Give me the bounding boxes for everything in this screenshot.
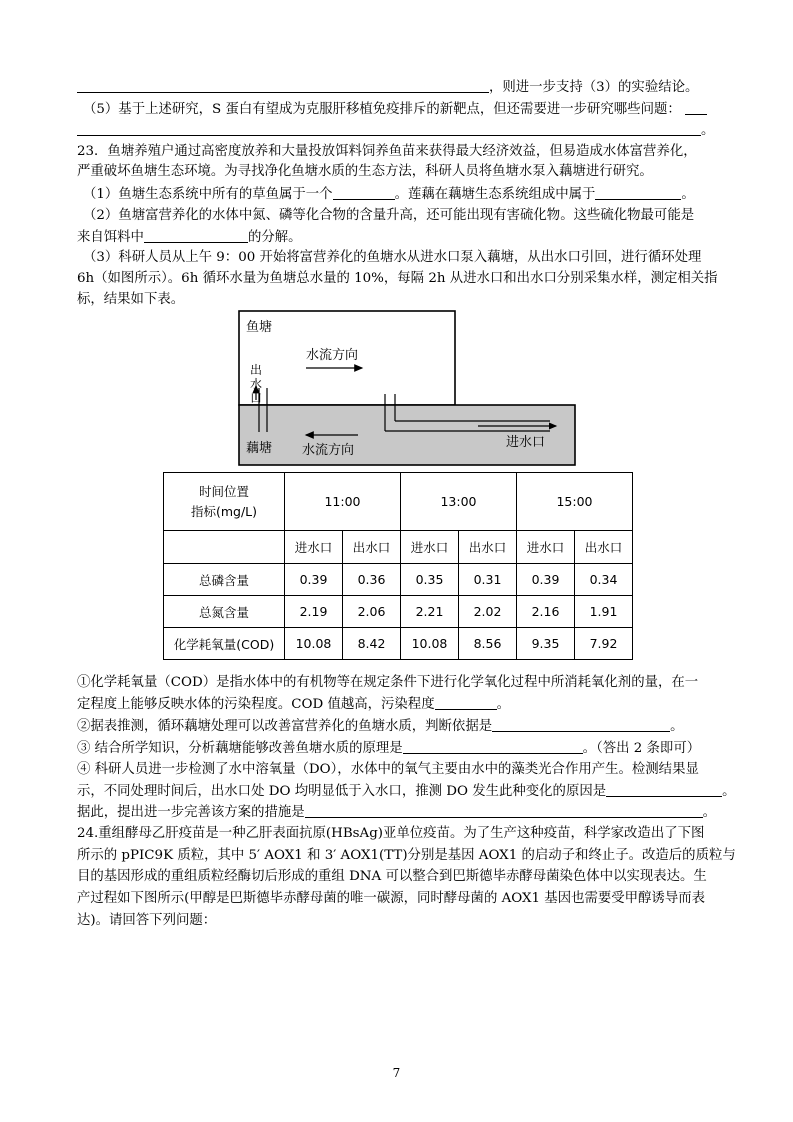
text: ②据表推测，循环藕塘处理可以改善富营养化的鱼塘水质，判断依据是 <box>77 719 493 734</box>
answer-blank <box>333 185 395 200</box>
table-cell: 0.36 <box>343 564 401 596</box>
table-row <box>164 564 633 596</box>
table-cell: 2.19 <box>285 596 343 628</box>
time-header: 15:00 <box>517 473 633 531</box>
sub-4-cont <box>77 782 736 801</box>
answer-blank <box>305 803 703 818</box>
corner-header <box>164 473 285 531</box>
answer-blank <box>435 695 497 710</box>
answer-blank <box>77 121 701 136</box>
continuation-line <box>77 78 698 97</box>
row-label: 总磷含量 <box>164 564 285 596</box>
sub-3 <box>77 739 700 758</box>
lotus-pond-label: 藕塘 <box>246 441 273 456</box>
text: 示，不同处理时间后，出水口处 DO 均明显低于入水口，推测 DO 发生此种变化的原因是 <box>77 784 607 799</box>
position-header: 进水口 <box>401 531 459 564</box>
sub-1-cont <box>77 695 510 714</box>
table-row <box>164 628 633 660</box>
text: ，则进一步支持（3）的实验结论。 <box>489 80 699 95</box>
table-cell: 2.21 <box>401 596 459 628</box>
sub-1: ①化学耗氧量（COD）是指水体中的有机物等在规定条件下进行化学氧化过程中所消耗氧化剂的量，在一 <box>77 675 699 690</box>
text: 据此，提出进一步完善该方案的措施是 <box>77 805 305 820</box>
q24-line: 产过程如下图所示(甲醇是巴斯德毕赤酵母菌的唯一碳源，同时酵母菌的 AOX1 基因也需要受甲醇诱导而表 <box>77 891 705 906</box>
q24-line: 所示的 pPIC9K 质粒，其中 5′ AOX1 和 3′ AOX1(TT)分别是基因 AOX1 的启动子和终止子。改造后的质粒与 <box>77 848 736 863</box>
text: 。 <box>722 784 736 799</box>
position-header: 进水口 <box>517 531 575 564</box>
table-cell: 9.35 <box>517 628 575 660</box>
table-cell: 2.02 <box>459 596 517 628</box>
text: （5）基于上述研究，S 蛋白有望成为克服肝移植免疫排斥的新靶点，但还需要进一步研究哪些问题： <box>83 102 681 117</box>
page-number: 7 <box>392 1066 401 1080</box>
row-label: 总氮含量 <box>164 596 285 628</box>
table-cell: 0.34 <box>575 564 633 596</box>
text: 的分解。 <box>247 230 302 245</box>
answer-blank <box>492 717 670 732</box>
position-header: 出水口 <box>575 531 633 564</box>
text: 。 <box>702 805 717 820</box>
sub-2 <box>77 717 684 736</box>
text: 。 <box>681 187 695 202</box>
table-cell: 0.35 <box>401 564 459 596</box>
table-row <box>164 596 633 628</box>
q23-part-2: （2）鱼塘富营养化的水体中氮、磷等化合物的含量升高，还可能出现有害硫化物。这些硫化物最可能是 <box>83 208 695 223</box>
table-cell: 1.91 <box>575 596 633 628</box>
outlet-label: 出 水 口 <box>250 363 263 405</box>
table-cell: 0.39 <box>285 564 343 596</box>
corner-top: 时间位置 <box>198 483 249 499</box>
q23-part-3-cont: 标，结果如下表。 <box>77 292 185 307</box>
q24-line: 达)。请回答下列问题： <box>77 913 217 928</box>
q24-line: 目的基因形成的重组质粒经酶切后形成的重组 DNA 可以整合到巴斯德毕赤酵母菌染色体中以实现表达。生 <box>77 869 707 884</box>
text: 。 <box>670 719 684 734</box>
pond-diagram <box>238 310 576 466</box>
q24-line: 24.重组酵母乙肝疫苗是一种乙肝表面抗原(HBsAg)亚单位疫苗。为了生产这种疫苗，科学家改造出了下图 <box>77 826 705 841</box>
text: 。 <box>496 697 510 712</box>
inlet-label: 进水口 <box>506 435 546 450</box>
answer-blank <box>685 100 707 115</box>
table-cell: 8.56 <box>459 628 517 660</box>
position-header: 出水口 <box>459 531 517 564</box>
table-cell: 0.39 <box>517 564 575 596</box>
q23-part-3-cont: 6h（如图所示）。6h 循环水量为鱼塘总水量的 10%，每隔 2h 从进水口和出水口分别采集水样，测定相关指 <box>77 271 718 286</box>
text: ③ 结合所学知识，分析藕塘能够改善鱼塘水质的原理是 <box>77 741 403 756</box>
position-header: 进水口 <box>285 531 343 564</box>
flow-bottom-label: 水流方向 <box>302 443 355 458</box>
text: （1）鱼塘生态系统中所有的草鱼属于一个 <box>83 187 333 202</box>
table-cell: 10.08 <box>401 628 459 660</box>
table-cell: 8.42 <box>343 628 401 660</box>
row-label: 化学耗氧量(COD) <box>164 628 285 660</box>
data-table <box>163 472 633 660</box>
time-header: 13:00 <box>401 473 517 531</box>
q23-intro: 严重破坏鱼塘生态环境。为寻找净化鱼塘水质的生态方法，科研人员将鱼塘水泵入藕塘进行研究。 <box>77 164 653 179</box>
table-cell: 10.08 <box>285 628 343 660</box>
text: 。莲藕在藕塘生态系统组成中属于 <box>394 187 596 202</box>
time-header: 11:00 <box>285 473 401 531</box>
corner-bottom: 指标(mg/L) <box>190 503 258 519</box>
table-cell: 7.92 <box>575 628 633 660</box>
answer-blank <box>403 739 583 754</box>
answer-blank <box>77 78 489 93</box>
table-cell: 2.06 <box>343 596 401 628</box>
empty-cell <box>164 531 285 564</box>
q23-intro: 23．鱼塘养殖户通过高密度放养和大量投放饵料饲养鱼苗来获得最大经济效益，但易造成水体富营养化， <box>77 144 697 159</box>
answer-blank <box>144 228 248 243</box>
text: 。 <box>701 123 715 138</box>
q23-part-3: （3）科研人员从上午 9：00 开始将富营养化的鱼塘水从进水口泵入藕塘，从出水口引回，进行循环处理 <box>83 250 702 265</box>
text: 。（答出 2 条即可） <box>582 741 701 756</box>
answer-blank <box>595 185 681 200</box>
fish-pond-label: 鱼塘 <box>246 320 273 335</box>
text: 来自饵料中 <box>77 230 144 245</box>
position-header: 出水口 <box>343 531 401 564</box>
position-row <box>164 531 633 564</box>
answer-blank <box>606 782 722 797</box>
question-5-cont <box>77 121 714 140</box>
q23-part-1 <box>83 185 695 204</box>
flow-top-label: 水流方向 <box>306 348 359 363</box>
question-5 <box>83 100 707 119</box>
sub-4-cont <box>77 803 716 822</box>
text: 定程度上能够反映水体的污染程度。COD 值越高，污染程度 <box>77 697 435 712</box>
q23-part-2-cont <box>77 228 302 247</box>
sub-4: ④ 科研人员进一步检测了水中溶氧量（DO），水体中的氧气主要由水中的藻类光合作用产生。检测结果显 <box>77 762 699 777</box>
table-cell: 2.16 <box>517 596 575 628</box>
table-cell: 0.31 <box>459 564 517 596</box>
